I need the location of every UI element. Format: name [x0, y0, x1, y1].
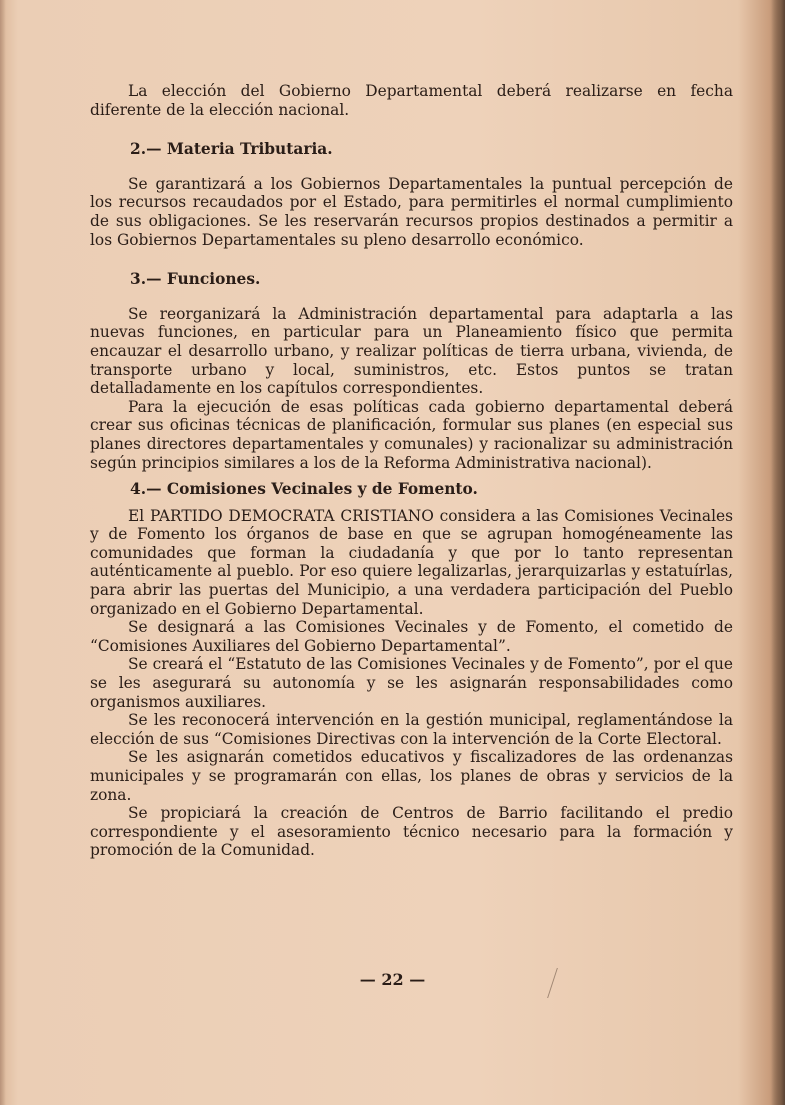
page-left-edge — [0, 0, 6, 1105]
paragraph-comisiones-1: El PARTIDO DEMOCRATA CRISTIANO considera a las Comisiones Vecinales y de Fomento los órganos de base en que se agrupan homogéneamente las comunidades que forman la ciudadanía y que por lo tanto representan auténticamente al pueblo. Por eso quiere legalizarlas, jerarquizarlas y estatuírlas, para abrir las puertas del Municipio, a una verdadera participación del Pueblo organizado en el Gobierno Departamental. — [90, 506, 733, 618]
heading-comisiones-vecinales: 4.— Comisiones Vecinales y de Fomento. — [130, 480, 478, 499]
page-number: — 22 — — [359, 970, 426, 989]
paragraph-comisiones-5: Se les asignarán cometidos educativos y fiscalizadores de las ordenanzas municipales y se programarán con ellas, los planes de obras y servicios de la zona. — [90, 748, 733, 804]
paragraph-comisiones-6: Se propiciará la creación de Centros de Barrio facilitando el predio correspondiente y el asesoramiento técnico necesario para la formación y promoción de la Comunidad. — [90, 804, 733, 860]
paragraph-comisiones-2: Se designará a las Comisiones Vecinales y de Fomento, el cometido de “Comisiones Auxiliares del Gobierno Departamental”. — [90, 618, 733, 655]
paragraph-intro: La elección del Gobierno Departamental deberá realizarse en fecha diferente de la elección nacional. — [90, 82, 733, 119]
heading-funciones: 3.— Funciones. — [130, 270, 261, 289]
heading-materia-tributaria: 2.— Materia Tributaria. — [130, 140, 333, 159]
paragraph-funciones-1: Se reorganizará la Administración departamental para adaptarla a las nuevas funciones, en particular para un Planeamiento físico que permita encauzar el desarrollo urbano, y realizar políticas de tierra urbana, vivienda, de transporte urbano y local, suministros, etc. Estos puntos se tratan detalladamente en los capítulos correspondientes. — [90, 304, 733, 398]
paragraph-comisiones-3: Se creará el “Estatuto de las Comisiones Vecinales y de Fomento”, por el que se les asegurará su autonomía y se les asignarán responsabilidades como organismos auxiliares. — [90, 655, 733, 711]
paragraph-funciones-2: Para la ejecución de esas políticas cada gobierno departamental deberá crear sus oficinas técnicas de planificación, formular sus planes (en especial sus planes directores departamentales y comunales) y racionalizar su administración según principios similares a los de la Reforma Administrativa nacional). — [90, 397, 733, 472]
paragraph-comisiones-4: Se les reconocerá intervención en la gestión municipal, reglamentándose la elección de sus “Comisiones Directivas con la intervención de la Corte Electoral. — [90, 711, 733, 748]
page-right-edge — [771, 0, 785, 1105]
paragraph-tributaria: Se garantizará a los Gobiernos Departamentales la puntual percepción de los recursos recaudados por el Estado, para permitirles el normal cumplimiento de sus obligaciones. Se les reservarán recursos propios destinados a permitir a los Gobiernos Departamentales su pleno desarrollo económico. — [90, 174, 733, 249]
body-text — [90, 82, 733, 860]
